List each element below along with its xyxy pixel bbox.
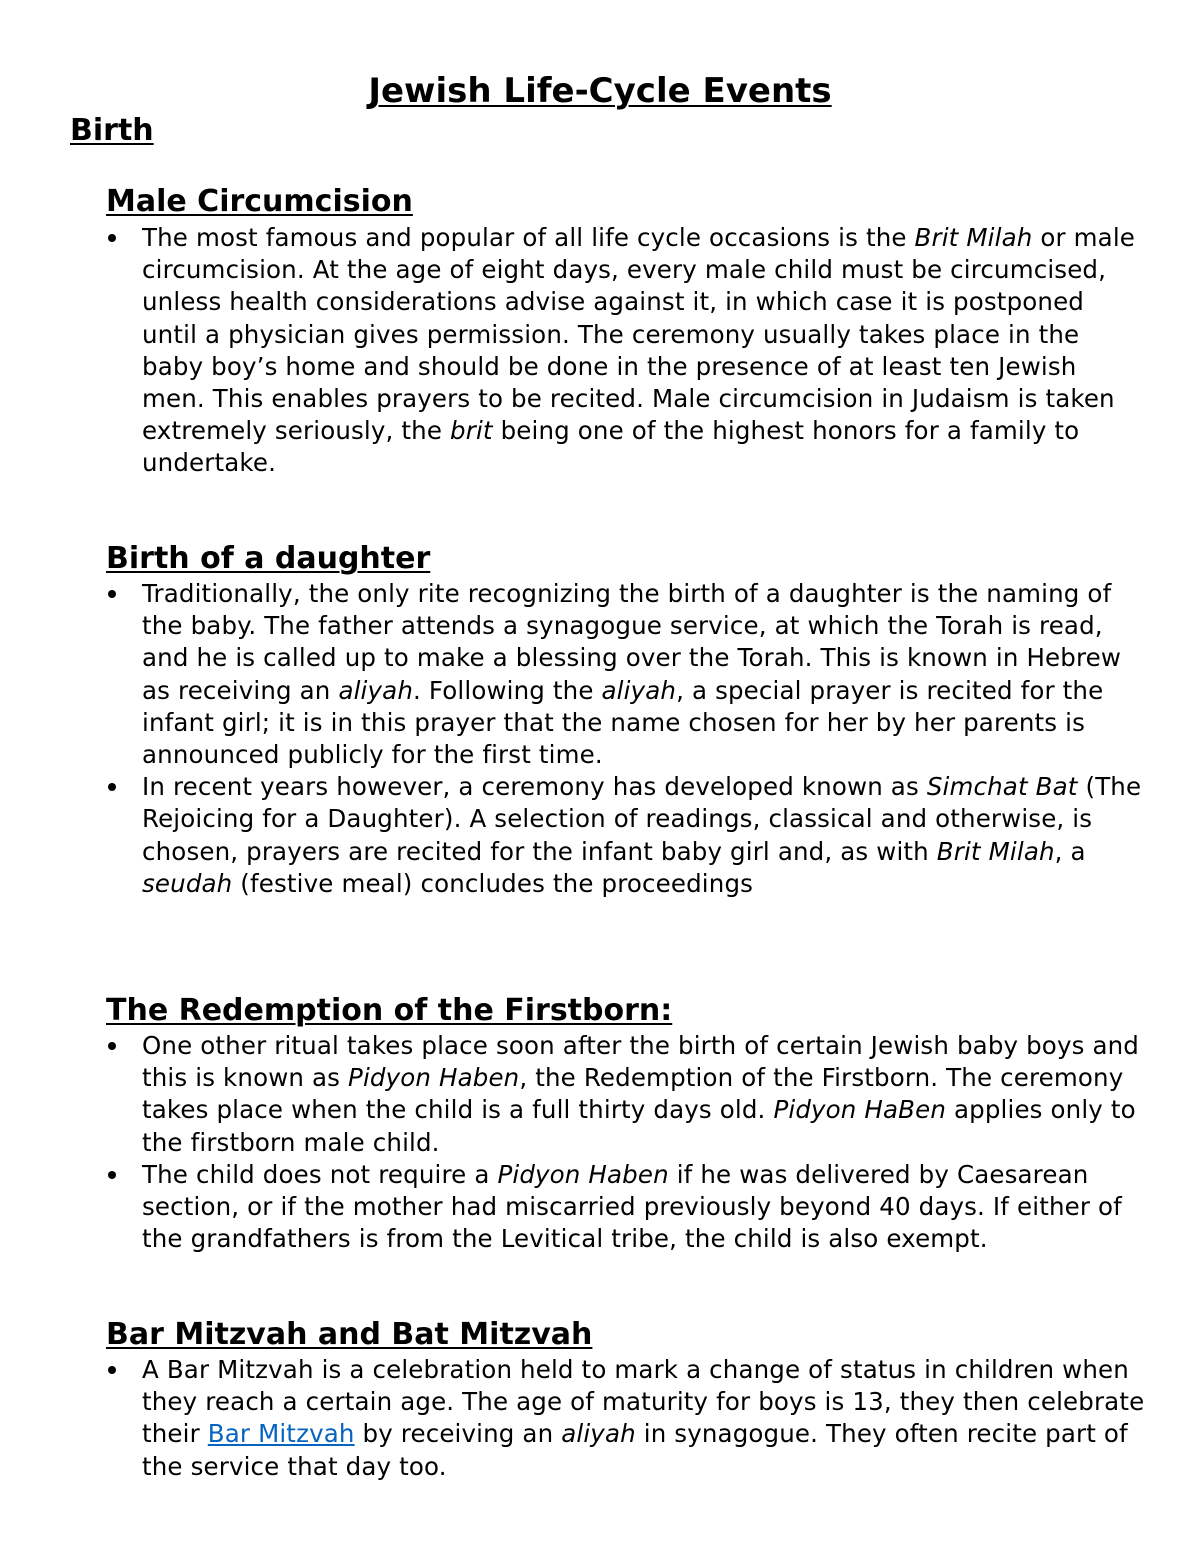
bullet-list-bar-bat-mitzvah xyxy=(106,1354,1146,1483)
subsection-heading-redemption-firstborn: The Redemption of the Firstborn: xyxy=(106,993,673,1028)
italic-term: aliyah xyxy=(338,675,414,705)
italic-term: Simchat Bat xyxy=(926,772,1078,802)
subsection-heading-birth-of-daughter: Birth of a daughter xyxy=(106,541,431,576)
bullet-text: In recent years however, a ceremony has developed known as xyxy=(142,772,927,802)
italic-term: Brit Milah xyxy=(936,836,1055,866)
italic-term: Pidyon Haben xyxy=(497,1159,669,1189)
bullet-text: or male circumcision. At the age of eight days, every male child must be circumcised, unless health considerations advise against it, in which case it is postponed until a physician gives permission. The ceremony usually takes place in the baby boy’s home and should be done in the presence of at least ten Jewish men. This enables prayers to be recited. Male circumcision in Judaism is taken extremely seriously, the xyxy=(142,223,1136,446)
italic-term: brit xyxy=(450,416,493,446)
bullet-list-male-circumcision xyxy=(106,222,1146,480)
page-title: Jewish Life-Cycle Events xyxy=(368,71,832,111)
bullet-text: in synagogue. They often recite part of the service that day too. xyxy=(142,1419,1128,1481)
italic-term: Pidyon HaBen xyxy=(773,1095,947,1125)
bullet-list-birth-of-daughter xyxy=(106,578,1146,900)
bullet-text: (The Rejoicing for a Daughter). A selection of readings, classical and otherwise, is chosen, prayers are recited for the infant baby girl and, as with xyxy=(142,772,1142,866)
bullet-text: being one of the highest honors for a family to undertake. xyxy=(142,416,1080,478)
bullet-text: , a xyxy=(1054,836,1086,866)
bar-mitzvah-link[interactable]: Bar Mitzvah xyxy=(207,1419,355,1449)
bullet-text: by receiving an xyxy=(354,1419,562,1449)
bullet-text: applies only to the firstborn male child. xyxy=(142,1095,1136,1157)
italic-term: seudah xyxy=(142,868,233,898)
bullet-item xyxy=(106,1159,1146,1256)
bullet-text: A Bar Mitzvah is a celebration held to mark a change of status in children when they reach a certain age. The age of maturity for boys is 13, they then celebrate their xyxy=(142,1355,1145,1449)
bullet-text: (festive meal) concludes the proceedings xyxy=(232,868,754,898)
subsection-heading-male-circumcision: Male Circumcision xyxy=(106,184,413,219)
bullet-text: . Following the xyxy=(413,675,602,705)
section-heading-birth: Birth xyxy=(70,113,154,148)
bullet-item xyxy=(106,771,1146,900)
bullet-list-redemption-firstborn xyxy=(106,1030,1146,1255)
bullet-text: , a special prayer is recited for the infant girl; it is in this prayer that the name chosen for her by her parents is announced publicly for the first time. xyxy=(142,675,1104,770)
bullet-item xyxy=(106,578,1146,771)
bullet-item xyxy=(106,1030,1146,1159)
bullet-text: The most famous and popular of all life cycle occasions is the xyxy=(142,223,915,252)
bullet-text: The child does not require a xyxy=(142,1159,498,1189)
italic-term: Pidyon Haben xyxy=(348,1063,520,1093)
bullet-text: One other ritual takes place soon after the birth of certain Jewish baby boys and this is known as xyxy=(142,1031,1139,1093)
subsection-heading-bar-bat-mitzvah: Bar Mitzvah and Bat Mitzvah xyxy=(106,1317,593,1352)
bullet-text: Traditionally, the only rite recognizing the birth of a daughter is the naming of the baby. The father attends a synagogue service, at which the Torah is read, and he is called up to make a blessing over the Torah. This is known in Hebrew as receiving an xyxy=(142,579,1122,705)
bullet-item xyxy=(106,1354,1146,1483)
italic-term: aliyah xyxy=(561,1419,636,1449)
italic-term: aliyah xyxy=(601,675,677,705)
bullet-text: if he was delivered by Caesarean section, or if the mother had miscarried previously beyond 40 days. If either of the grandfathers is from the Levitical tribe, the child is also exempt. xyxy=(142,1159,1122,1254)
bullet-item xyxy=(106,222,1146,480)
bullet-text: , the Redemption of the Firstborn. The ceremony takes place when the child is a full thirty days old. xyxy=(142,1063,1124,1125)
italic-term: Brit Milah xyxy=(914,223,1033,252)
